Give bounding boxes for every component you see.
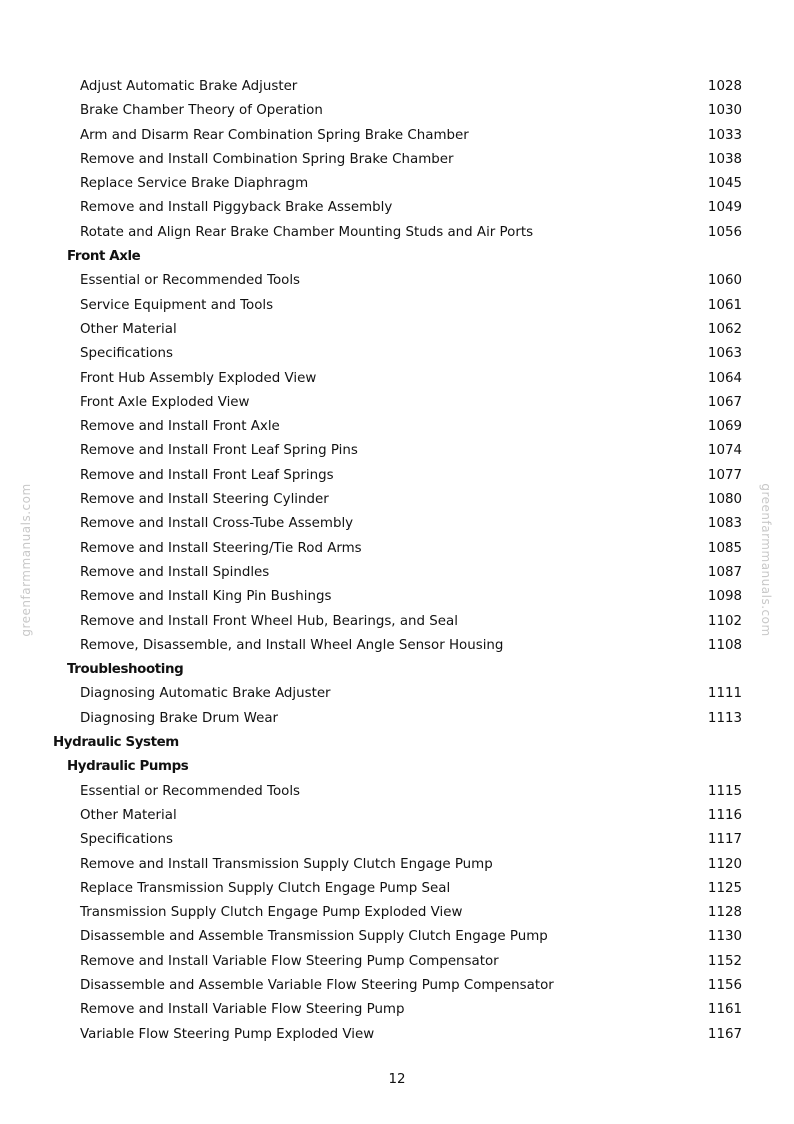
toc-entry-title: Other Material [80, 321, 177, 337]
toc-entry[interactable] [0, 901, 794, 925]
toc-entry-page-number: 1077 [707, 467, 742, 483]
toc-entry-title: Disassemble and Assemble Variable Flow Steering Pump Compensator [80, 977, 554, 993]
toc-entry-title: Remove and Install King Pin Bushings [80, 589, 332, 605]
toc-entry-page-number: 1152 [707, 953, 742, 969]
toc-entry-page-number: 1108 [707, 637, 742, 653]
watermark-left: greenfarmmanuals.com [19, 483, 33, 637]
toc-entry-page-number: 1056 [707, 224, 742, 240]
toc-section-heading [0, 731, 794, 755]
toc-entry[interactable] [0, 391, 794, 415]
toc-entry[interactable] [0, 780, 794, 804]
toc-entry[interactable] [0, 950, 794, 974]
toc-entry-page-number: 1130 [707, 929, 742, 945]
toc-entry-title: Remove and Install Front Axle [80, 419, 280, 435]
toc-entry[interactable] [0, 75, 794, 99]
toc-entry-title: Other Material [80, 807, 177, 823]
toc-entry-title: Remove and Install Cross-Tube Assembly [80, 516, 354, 532]
toc-entry-title: Front Axle Exploded View [80, 394, 250, 410]
toc-entry-title: Hydraulic Pumps [67, 759, 189, 775]
toc-entry-page-number: 1156 [707, 977, 742, 993]
toc-entry-page-number: 1030 [707, 103, 742, 119]
toc-entry-page-number: 1087 [707, 564, 742, 580]
toc-entry-title: Brake Chamber Theory of Operation [80, 103, 323, 119]
toc-entry-title: Replace Transmission Supply Clutch Engage Pump Seal [80, 880, 451, 896]
toc-entry-page-number: 1061 [707, 297, 742, 313]
toc-entry-title: Essential or Recommended Tools [80, 273, 301, 289]
toc-entry-title: Remove, Disassemble, and Install Wheel Angle Sensor Housing [80, 637, 504, 653]
toc-entry-title: Remove and Install Combination Spring Brake Chamber [80, 151, 454, 167]
toc-entry-title: Front Axle [67, 249, 141, 265]
toc-entry-page-number: 1060 [707, 273, 742, 289]
toc-entry[interactable] [0, 294, 794, 318]
toc-entry[interactable] [0, 707, 794, 731]
toc-entry-page-number: 1120 [707, 856, 742, 872]
toc-entry[interactable] [0, 172, 794, 196]
toc-entry-title: Troubleshooting [67, 662, 184, 678]
toc-entry[interactable] [0, 512, 794, 536]
toc-entry[interactable] [0, 269, 794, 293]
toc-entry-title: Service Equipment and Tools [80, 297, 274, 313]
toc-entry[interactable] [0, 99, 794, 123]
toc-entry-title: Remove and Install Front Wheel Hub, Bearings, and Seal [80, 613, 458, 629]
toc-entry-title: Diagnosing Automatic Brake Adjuster [80, 686, 331, 702]
toc-entry-page-number: 1074 [707, 443, 742, 459]
toc-entry[interactable] [0, 1023, 794, 1047]
toc-section-heading [0, 755, 794, 779]
toc-entry-page-number: 1038 [707, 151, 742, 167]
toc-entry-page-number: 1167 [707, 1026, 742, 1042]
toc-entry-title: Remove and Install Variable Flow Steering Pump [80, 1002, 405, 1018]
toc-entry[interactable] [0, 634, 794, 658]
toc-entry-title: Remove and Install Steering/Tie Rod Arms [80, 540, 362, 556]
toc-entry[interactable] [0, 196, 794, 220]
toc-entry-page-number: 1128 [707, 905, 742, 921]
toc-entry[interactable] [0, 998, 794, 1022]
toc-entry-title: Disassemble and Assemble Transmission Supply Clutch Engage Pump [80, 929, 548, 945]
toc-entry[interactable] [0, 585, 794, 609]
toc-entry[interactable] [0, 148, 794, 172]
toc-entry[interactable] [0, 464, 794, 488]
toc-entry[interactable] [0, 124, 794, 148]
toc-entry[interactable] [0, 853, 794, 877]
toc-entry-title: Specifications [80, 832, 173, 848]
toc-entry[interactable] [0, 318, 794, 342]
toc-entry-page-number: 1064 [707, 370, 742, 386]
toc-entry[interactable] [0, 804, 794, 828]
toc-entry-title: Remove and Install Front Leaf Spring Pins [80, 443, 358, 459]
toc-section-heading [0, 245, 794, 269]
toc-entry-page-number: 1085 [707, 540, 742, 556]
toc-entry-page-number: 1111 [707, 686, 742, 702]
toc-entry-page-number: 1080 [707, 492, 742, 508]
toc-entry-title: Replace Service Brake Diaphragm [80, 176, 309, 192]
toc-entry-title: Essential or Recommended Tools [80, 783, 301, 799]
toc-entry-page-number: 1049 [707, 200, 742, 216]
toc-entry[interactable] [0, 974, 794, 998]
toc-entry-page-number: 1125 [707, 880, 742, 896]
toc-entry-title: Remove and Install Transmission Supply Clutch Engage Pump [80, 856, 493, 872]
toc-entry-page-number: 1069 [707, 419, 742, 435]
toc-entry[interactable] [0, 221, 794, 245]
toc-entry[interactable] [0, 415, 794, 439]
toc-entry-title: Front Hub Assembly Exploded View [80, 370, 317, 386]
toc-entry-page-number: 1063 [707, 346, 742, 362]
toc-entry-title: Diagnosing Brake Drum Wear [80, 710, 279, 726]
toc-entry-page-number: 1098 [707, 589, 742, 605]
toc-entry-page-number: 1117 [707, 832, 742, 848]
toc-entry-title: Specifications [80, 346, 173, 362]
toc-entry[interactable] [0, 561, 794, 585]
toc-entry-page-number: 1033 [707, 127, 742, 143]
toc-entry[interactable] [0, 828, 794, 852]
table-of-contents [0, 75, 794, 1047]
toc-entry-title: Adjust Automatic Brake Adjuster [80, 79, 298, 94]
toc-entry[interactable] [0, 537, 794, 561]
toc-entry-page-number: 1102 [707, 613, 742, 629]
toc-entry[interactable] [0, 877, 794, 901]
toc-entry-title: Rotate and Align Rear Brake Chamber Mounting Studs and Air Ports [80, 224, 534, 240]
toc-entry[interactable] [0, 342, 794, 366]
toc-entry-title: Remove and Install Steering Cylinder [80, 492, 329, 508]
toc-entry[interactable] [0, 367, 794, 391]
toc-entry-page-number: 1028 [707, 79, 742, 94]
toc-entry[interactable] [0, 488, 794, 512]
toc-section-heading [0, 658, 794, 682]
toc-entry-page-number: 1116 [707, 807, 742, 823]
toc-entry[interactable] [0, 610, 794, 634]
toc-entry-title: Remove and Install Spindles [80, 564, 270, 580]
toc-entry-title: Remove and Install Front Leaf Springs [80, 467, 334, 483]
toc-entry-title: Hydraulic System [53, 735, 179, 751]
toc-entry-page-number: 1115 [707, 783, 742, 799]
toc-entry-title: Remove and Install Piggyback Brake Assembly [80, 200, 393, 216]
toc-entry-page-number: 1113 [707, 710, 742, 726]
toc-entry-page-number: 1067 [707, 394, 742, 410]
toc-entry-title: Variable Flow Steering Pump Exploded View [80, 1026, 375, 1042]
toc-entry-page-number: 1045 [707, 176, 742, 192]
toc-entry[interactable] [0, 925, 794, 949]
toc-entry-title: Arm and Disarm Rear Combination Spring Brake Chamber [80, 127, 469, 143]
toc-entry-title: Remove and Install Variable Flow Steering Pump Compensator [80, 953, 499, 969]
toc-entry-page-number: 1083 [707, 516, 742, 532]
toc-entry-page-number: 1161 [707, 1002, 742, 1018]
toc-entry[interactable] [0, 682, 794, 706]
watermark-right: greenfarmmanuals.com [759, 483, 773, 637]
toc-entry-page-number: 1062 [707, 321, 742, 337]
page-number: 12 [388, 1072, 406, 1087]
toc-entry[interactable] [0, 439, 794, 463]
toc-entry-title: Transmission Supply Clutch Engage Pump Exploded View [80, 905, 463, 921]
